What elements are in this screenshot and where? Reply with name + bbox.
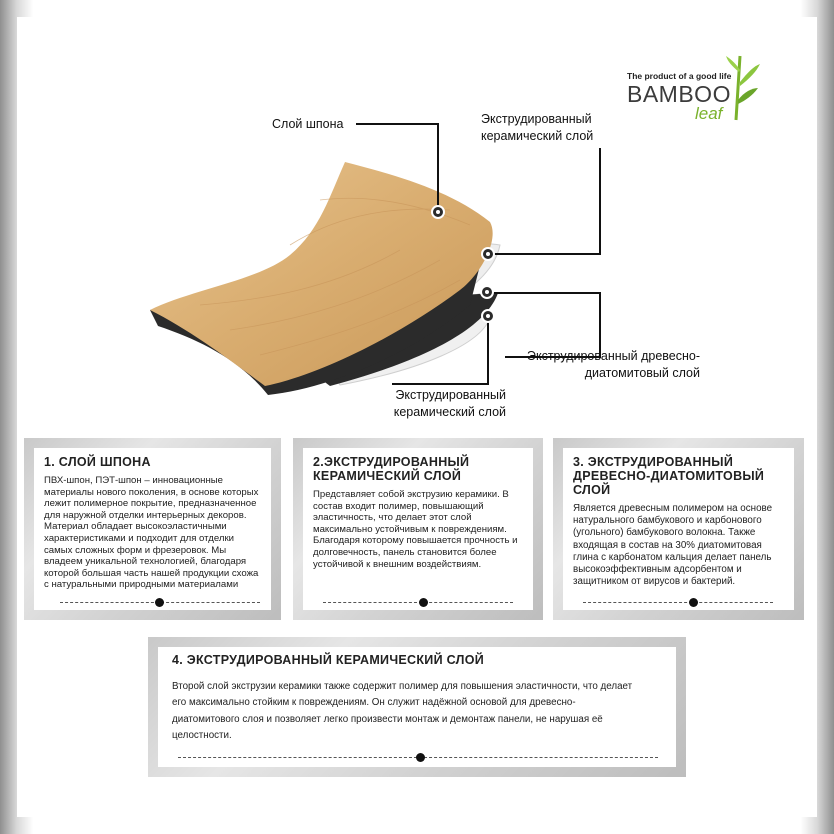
logo-brand: BAMBOO bbox=[627, 81, 731, 107]
card-body: Второй слой экструзии керамики также содержит полимер для повышения эластичности, что делает его максимально стойким к повреждениям. Он служит надёжной основой для древесно-диатомитового слоя и позволяет легко произвести монтаж и демонтаж панели, не нарушая её целостности. bbox=[172, 681, 633, 742]
card-divider bbox=[60, 598, 260, 608]
card-ceramic-2 bbox=[148, 637, 686, 777]
label-veneer: Слой шпона bbox=[272, 117, 344, 131]
card-title: 2.ЭКСТРУДИРОВАННЫЙ КЕРАМИЧЕСКИЙ СЛОЙ bbox=[313, 455, 470, 483]
card-divider bbox=[178, 753, 658, 763]
logo-tagline: The product of a good life bbox=[627, 71, 732, 81]
label-wood-diatomite: Экструдированный древесно-диатомитовый слой bbox=[526, 349, 700, 380]
label-ceramic-bottom: Экструдированный керамический слой bbox=[393, 388, 506, 419]
card-divider bbox=[583, 598, 773, 608]
divider-dot bbox=[155, 598, 164, 607]
card-wood-diatomite bbox=[553, 438, 804, 620]
card-body: Является древесным полимером на основе натурального бамбукового и карбонового (угольного) бамбукового волокна. Также входящая в состав на 30% диатомитовая глина с карбонатом кальция делает панель высокоэффективным адсорбентом и защитником от вирусов и бактерий. bbox=[573, 503, 773, 588]
divider-dot bbox=[419, 598, 428, 607]
card-body: ПВХ-шпон, ПЭТ-шпон – инновационные материалы нового поколения, в основе которых лежит полимерное покрытие, предназначенное для наружной отделки интерьерных декоров. Материал обладает высокоэластичными характеристиками и подходит для отделки самых сложных форм и фрезеровок. Мы владеем уникальной технологией, благодаря которой большая часть нашей продукции схожа с натуральными природными материалами bbox=[44, 475, 259, 591]
label-ceramic-top: Экструдированный керамический слой bbox=[481, 112, 594, 143]
divider-dot bbox=[416, 753, 425, 762]
card-title: 4. ЭКСТРУДИРОВАННЫЙ КЕРАМИЧЕСКИЙ СЛОЙ bbox=[172, 653, 485, 667]
card-ceramic bbox=[293, 438, 543, 620]
logo-sub: leaf bbox=[695, 104, 723, 123]
card-divider bbox=[323, 598, 513, 608]
card-title: 3. ЭКСТРУДИРОВАННЫЙ ДРЕВЕСНО-ДИАТОМИТОВЫЙ СЛОЙ bbox=[573, 455, 765, 497]
card-veneer bbox=[24, 438, 281, 620]
divider-dot bbox=[689, 598, 698, 607]
card-body: Представляет собой экструзию керамики. В состав входит полимер, повышающий эластичность, что делает этот слой максимально устойчивым к повреждениям. Благодаря которому повышается прочность и долговечность, панель становится более устойчивой к внешним воздействиям. bbox=[313, 489, 518, 570]
card-title: 1. СЛОЙ ШПОНА bbox=[44, 455, 151, 469]
